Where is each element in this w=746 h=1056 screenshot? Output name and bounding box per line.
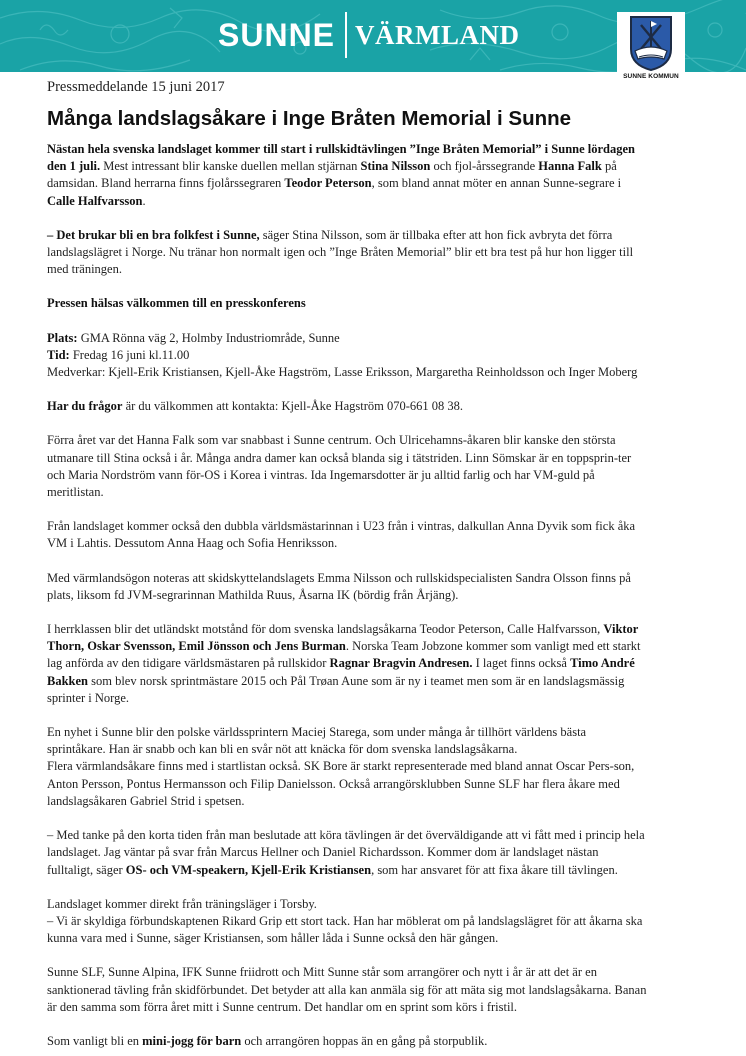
place-value: GMA Rönna väg 2, Holmby Industriområde, Sunne bbox=[77, 330, 340, 345]
contact-bold: Har du frågor bbox=[47, 399, 123, 414]
quote-text: säger Stina Nilsson, som är tillbaka efter att hon fick avbryta det förra landslagslägret i Norge. Nu tränar hon normalt igen och ”Inge Bråten Memorial” blir ett bra test på hur hon ligger till med träningen. bbox=[47, 227, 634, 277]
p4-bold-3: Timo André Bakken bbox=[47, 656, 635, 688]
p4-bold-1: Viktor Thorn, Oskar Svensson, Emil Jönsson och Jens Burman bbox=[47, 622, 639, 654]
paragraph-2: Från landslaget kommer också den dubbla världsmästarinnan i U23 från i vintras, dalkullan Anna Dyvik som fick åka VM i Lahtis. Dessutom Anna Haag och Sofia Henriksson. bbox=[47, 519, 636, 551]
press-participants: Medverkar: Kjell-Erik Kristiansen, Kjell-Åke Hagström, Lasse Eriksson, Margaretha Reinholdsson och Inger Moberg bbox=[47, 365, 638, 380]
intro-bold-lead: Nästan hela svenska landslaget kommer till start i rullskidtävlingen ”Inge Bråten Memorial” i Sunne lördagen den 1 juli. bbox=[47, 142, 635, 174]
paragraph-3: Med värmlandsögon noteras att skidskyttelandslagets Emma Nilsson och rullskidspecialisten Sandra Olsson finns på plats, liksom fd JVM-segrarinnan Mathilda Ruus, Åsarna IK (bördig från Årjäng). bbox=[47, 570, 631, 602]
release-date: Pressmeddelande 15 juni 2017 bbox=[47, 79, 225, 95]
quote-bold: – Det brukar bli en bra folkfest i Sunne, bbox=[47, 227, 260, 242]
logo-caption: SUNNE KOMMUN bbox=[623, 73, 679, 80]
brand-varmland: VÄRMLAND bbox=[355, 19, 520, 50]
contact-paragraph bbox=[47, 398, 647, 415]
name-teodor-peterson: Teodor Peterson bbox=[284, 176, 372, 191]
place-label: Plats: bbox=[47, 330, 78, 345]
intro-paragraph bbox=[47, 141, 647, 210]
brand-wordmark bbox=[218, 10, 520, 60]
intro-text-2: och fjol-årssegrande bbox=[430, 159, 539, 174]
name-calle-halfvarsson: Calle Halfvarsson bbox=[47, 193, 143, 208]
intro-text-3: på damsidan. Bland herrarna finns fjolårssegraren bbox=[47, 159, 617, 191]
press-place bbox=[47, 330, 647, 347]
p9-text-2: och arrangören hoppas än en gång på storpublik. bbox=[241, 1033, 488, 1048]
press-time bbox=[47, 347, 647, 364]
press-heading-text: Pressen hälsas välkommen till en presskonferens bbox=[47, 296, 306, 311]
paragraph-6 bbox=[47, 827, 647, 879]
p4-bold-2: Ragnar Bragvin Andresen. bbox=[329, 656, 473, 671]
intro-text-5: . bbox=[142, 193, 146, 208]
p9-text-1: Som vanligt bli en bbox=[47, 1033, 143, 1048]
press-details bbox=[47, 330, 647, 382]
press-release-body bbox=[47, 78, 647, 1050]
paragraph-7b: – Vi är skyldiga förbundskaptenen Rikard Grip ett stort tack. Han har möblerat om på landslagslägret för att åkarna ska kunna vara med i Sunne, säger Kristiansen, som håller låda i Sunne också den här gången. bbox=[47, 913, 643, 946]
paragraph-7a: Landslaget kommer direkt från träningsläger i Torsby. bbox=[47, 896, 317, 911]
p4-text-1: I herrklassen blir det utländskt motstånd för dom svenska landslagsåkarna Teodor Peterson, Calle Halfvarsson, bbox=[47, 622, 604, 637]
paragraph-1: Förra året var det Hanna Falk som var snabbast i Sunne centrum. Och Ulricehamns-åkaren blir kanske den största utmanare till Stina också i år. Många andra damer kan också blanda sig i tätstriden. Linn Sömskar är en toppsprin-ter och Maria Nordström vann för-OS i Korea i vintras. Ida Ingemarsdotter är ju alltid farlig och har VM-guld på meritlistan. bbox=[47, 433, 632, 500]
name-hanna-falk: Hanna Falk bbox=[538, 159, 602, 174]
headline: Många landslagsåkare i Inge Bråten Memorial i Sunne bbox=[47, 107, 572, 130]
p4-text-4: som blev norsk sprintmästare 2015 och Pål Trøan Aune som är ny i teamet men som är en landslagsmässig sprinter i Norge. bbox=[47, 673, 625, 705]
brand-divider bbox=[345, 12, 347, 58]
time-value: Fredag 16 juni kl.11.00 bbox=[69, 347, 190, 362]
press-heading bbox=[47, 295, 647, 312]
paragraph-4 bbox=[47, 621, 647, 707]
p6-text-1: – Med tanke på den korta tiden från man beslutade att köra tävlingen är det överväldigande att vi fått med i princip hela landslaget. Jag väntar på svar från Marcus Hellner och Daniel Richardsson. Kommer dom är landslaget nästan fulltaligt, säger bbox=[47, 828, 645, 877]
coat-of-arms-icon bbox=[629, 15, 673, 71]
p9-bold-1: mini-jogg för barn bbox=[142, 1033, 242, 1048]
paragraph-5a: En nyhet i Sunne blir den polske världssprintern Maciej Starega, som under många år tillhört världens bästa sprintåkare. Han är snabb och kan bli en svår nöt att knäcka för dom svenska landslagsåkarna. bbox=[47, 725, 587, 757]
contact-text: är du välkommen att kontakta: Kjell-Åke Hagström 070-661 08 38. bbox=[122, 399, 464, 414]
brand-sunne: SUNNE bbox=[218, 16, 336, 53]
p4-text-2: . Norska Team Jobzone kommer som vanligt med ett starkt lag anförda av den tidigare världsmästaren på rullskidor bbox=[47, 639, 641, 671]
quote-paragraph bbox=[47, 227, 647, 279]
paragraph-8: Sunne SLF, Sunne Alpina, IFK Sunne friidrott och Mitt Sunne står som arrangörer och nytt i år är att det är en sanktionerad tävling från skidförbundet. Det betyder att alla kan anmäla sig för att mäta sig mot landslagsåkarna. Banan är den samma som förra året mitt i Sunne centrum. Det handlar om en sprint som körs i fristil. bbox=[47, 965, 647, 1014]
paragraph-5b: Flera värmlandsåkare finns med i startlistan också. SK Bore är starkt representerade med bland annat Oscar Pers-son, Anton Persson, Pontus Hermansson och Filip Danielsson. Också arrangörsklubben Sunne SLF har flera åkare med landslagsåkaren Gabriel Strid i spetsen. bbox=[47, 759, 635, 808]
p6-bold-1: OS- och VM-speakern, Kjell-Erik Kristiansen bbox=[125, 862, 372, 877]
paragraph-9 bbox=[47, 1033, 647, 1050]
time-label: Tid: bbox=[47, 347, 70, 362]
p4-text-3: I laget finns också bbox=[472, 656, 571, 671]
name-stina-nilsson: Stina Nilsson bbox=[360, 159, 431, 174]
intro-text-4: , som bland annat möter en annan Sunne-segrare i bbox=[371, 176, 622, 191]
intro-text-1: Mest intressant blir kanske duellen mellan stjärnan bbox=[100, 159, 361, 174]
p6-text-2: , som har ansvaret för att fixa åkare till tävlingen. bbox=[371, 862, 618, 877]
